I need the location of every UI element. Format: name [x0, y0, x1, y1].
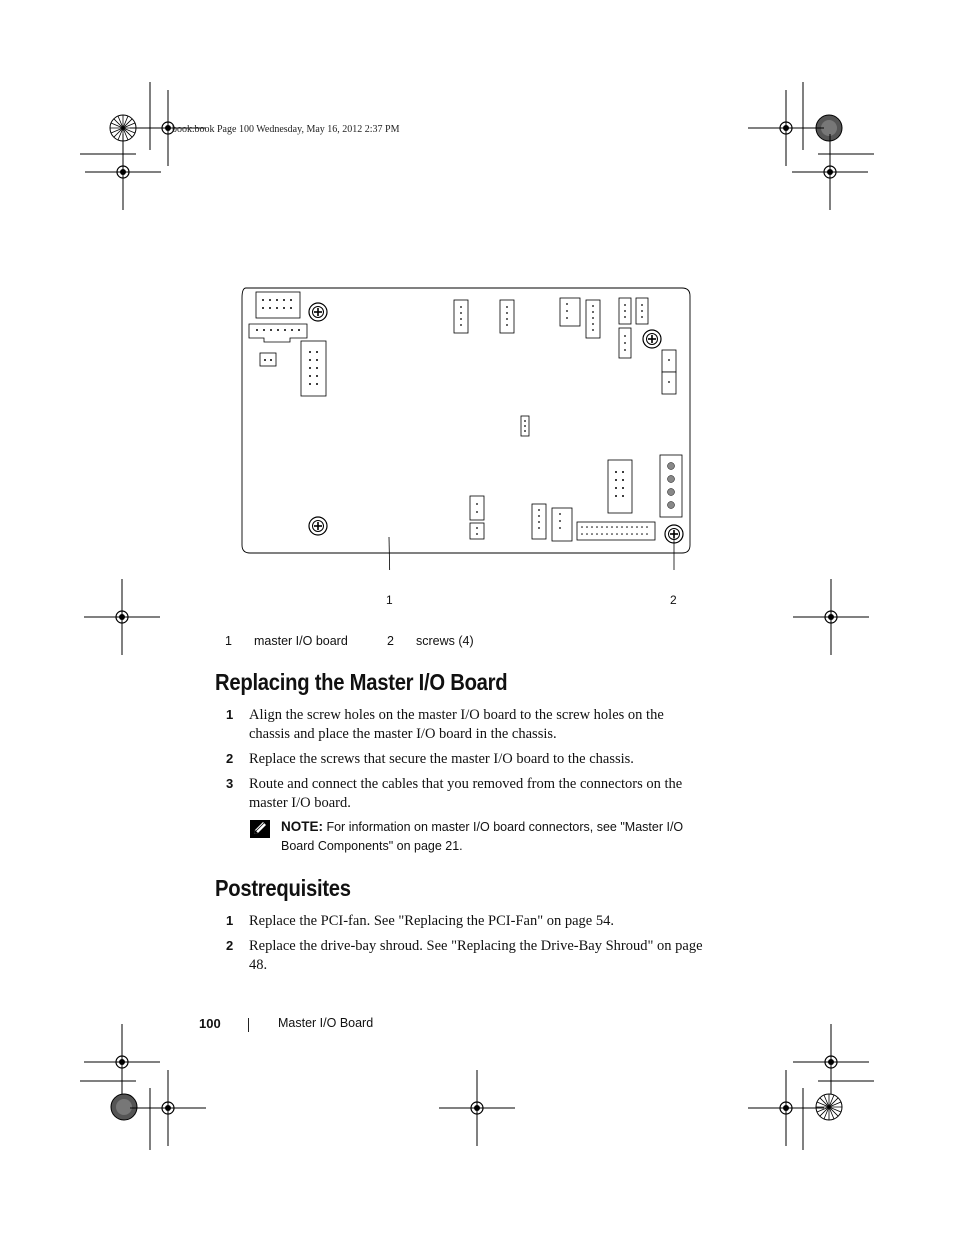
note-pencil-icon [250, 820, 270, 838]
section-heading-postrequisites: Postrequisites [215, 875, 351, 901]
footer-divider [248, 1018, 249, 1032]
step-number: 3 [226, 776, 234, 791]
step-number: 1 [226, 913, 234, 928]
legend-num-2: 2 [387, 634, 394, 648]
step-number: 1 [226, 707, 234, 722]
step-text: Replace the PCI-fan. See "Replacing the PCI-Fan" on page 54. [249, 913, 614, 929]
step-number: 2 [226, 938, 234, 953]
section-heading-replacing: Replacing the Master I/O Board [215, 669, 508, 695]
footer-section-title: Master I/O Board [278, 1016, 374, 1030]
step-item [226, 912, 706, 932]
step-item [226, 706, 706, 744]
print-slug: book.book Page 100 Wednesday, May 16, 2012 2:37 PM [172, 124, 400, 135]
callout-2: 2 [670, 593, 677, 607]
step-number: 2 [226, 751, 234, 766]
legend-label-1: master I/O board [254, 634, 348, 648]
step-text: Align the screw holes on the master I/O board to the screw holes on the chassis and place the master I/O board in the chassis. [249, 707, 664, 742]
note-text [281, 818, 701, 855]
screw [309, 303, 327, 321]
step-item [226, 937, 706, 975]
step-text: Replace the screws that secure the master I/O board to the chassis. [249, 751, 634, 767]
legend-label-2: screws (4) [416, 634, 474, 648]
callout-1: 1 [386, 593, 393, 607]
note-label: NOTE: [281, 819, 323, 834]
step-text: Route and connect the cables that you removed from the connectors on the master I/O board. [249, 776, 683, 811]
master-io-board-illustration [230, 280, 700, 570]
legend-num-1: 1 [225, 634, 232, 648]
step-item [226, 750, 706, 770]
step-item [226, 775, 706, 813]
step-text: Replace the drive-bay shroud. See "Replacing the Drive-Bay Shroud" on page 48. [249, 938, 703, 973]
page-number: 100 [199, 1016, 221, 1031]
note-body: For information on master I/O board connectors, see "Master I/O Board Components" on page 21. [281, 820, 684, 853]
